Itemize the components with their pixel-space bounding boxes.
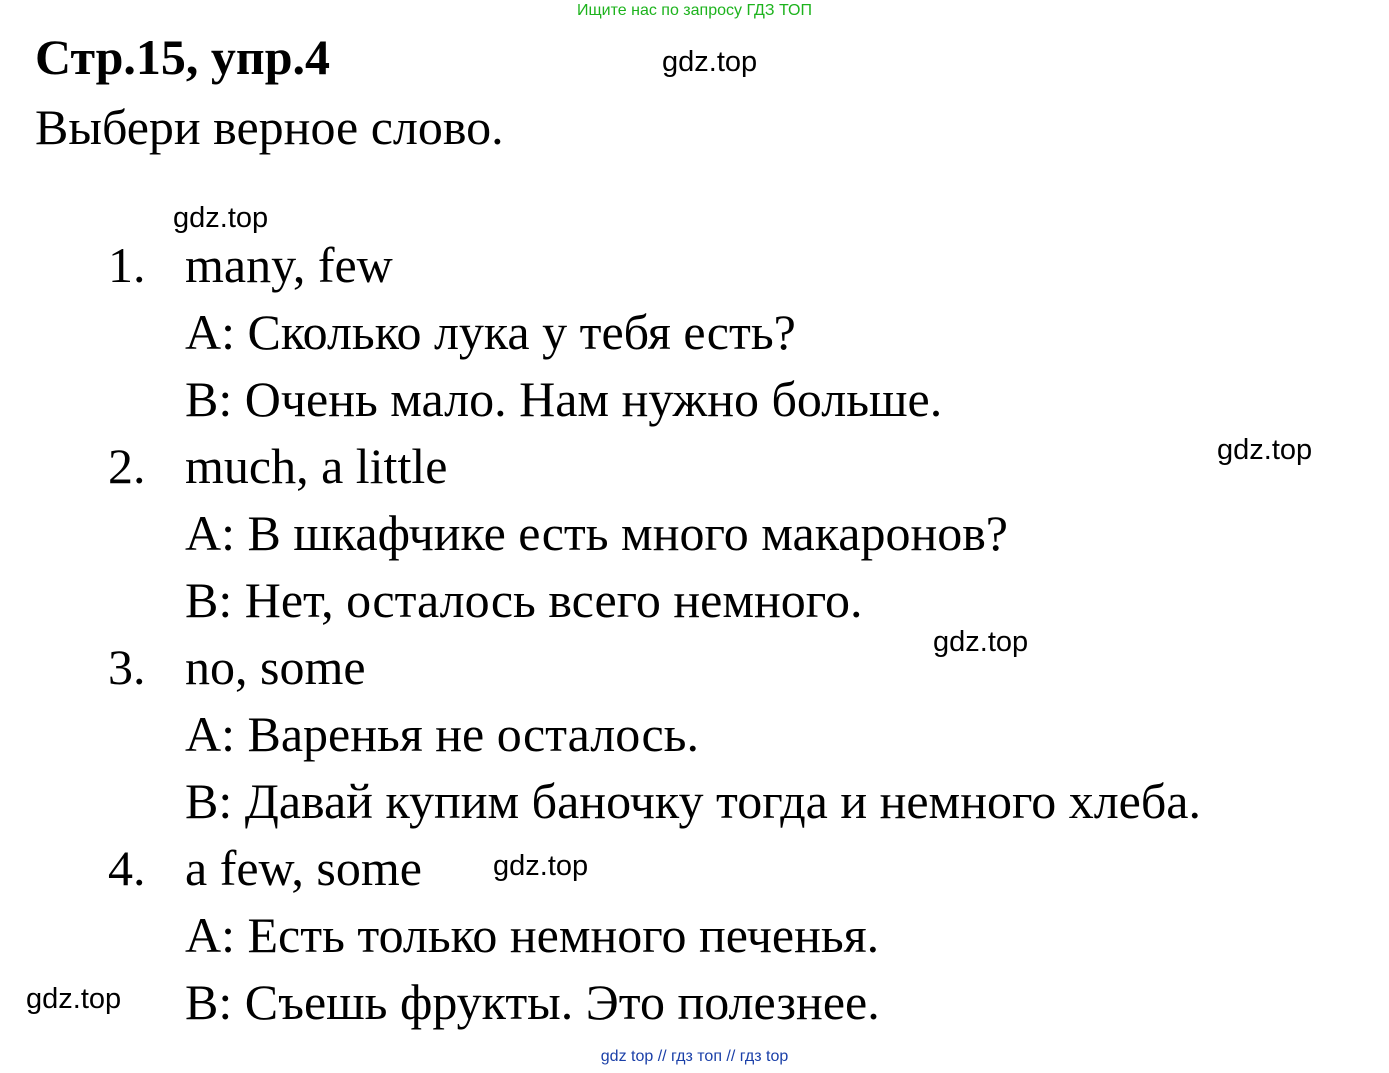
dialogue-line-a — [0, 902, 1389, 969]
dialogue-text: B: Очень мало. Нам нужно больше. — [185, 371, 943, 427]
item-number: 1. — [108, 237, 146, 293]
dialogue-line-b — [0, 768, 1389, 835]
exercise-item-1-header — [0, 232, 1389, 299]
exercise-item-2-header — [0, 433, 1389, 500]
dialogue-line-b — [0, 969, 1389, 1036]
task-instruction: Выбери верное слово. — [35, 99, 504, 155]
dialogue-text: B: Нет, осталось всего немного. — [185, 572, 863, 628]
word-choices: a few, some — [185, 840, 422, 896]
exercise-list — [0, 232, 1389, 1036]
dialogue-text: B: Съешь фрукты. Это полезнее. — [185, 974, 880, 1030]
dialogue-text: A: Сколько лука у тебя есть? — [185, 304, 796, 360]
exercise-item-3-header — [0, 634, 1389, 701]
watermark: gdz.top — [662, 46, 758, 78]
item-number: 4. — [108, 840, 146, 896]
dialogue-line-a — [0, 500, 1389, 567]
watermark: gdz.top — [493, 850, 589, 882]
item-number: 3. — [108, 639, 146, 695]
dialogue-text: A: В шкафчике есть много макаронов? — [185, 505, 1008, 561]
dialogue-line-b — [0, 567, 1389, 634]
dialogue-line-b — [0, 366, 1389, 433]
word-choices: no, some — [185, 639, 366, 695]
dialogue-text: A: Варенья не осталось. — [185, 706, 699, 762]
item-number: 2. — [108, 438, 146, 494]
exercise-item-4-header — [0, 835, 1389, 902]
watermark: gdz.top — [173, 202, 269, 234]
watermark: gdz.top — [933, 626, 1029, 658]
word-choices: many, few — [185, 237, 393, 293]
watermark: gdz.top — [26, 983, 122, 1015]
page-title: Стр.15, упр.4 — [35, 29, 331, 85]
word-choices: much, a little — [185, 438, 448, 494]
dialogue-line-a — [0, 299, 1389, 366]
dialogue-text: B: Давай купим баночку тогда и немного хлеба. — [185, 773, 1201, 829]
search-hint-banner: Ищите нас по запросу ГДЗ ТОП — [577, 2, 812, 19]
footer-banner: gdz top // гдз топ // гдз top — [600, 1048, 789, 1065]
watermark: gdz.top — [1217, 434, 1313, 466]
dialogue-line-a — [0, 701, 1389, 768]
dialogue-text: A: Есть только немного печенья. — [185, 907, 880, 963]
